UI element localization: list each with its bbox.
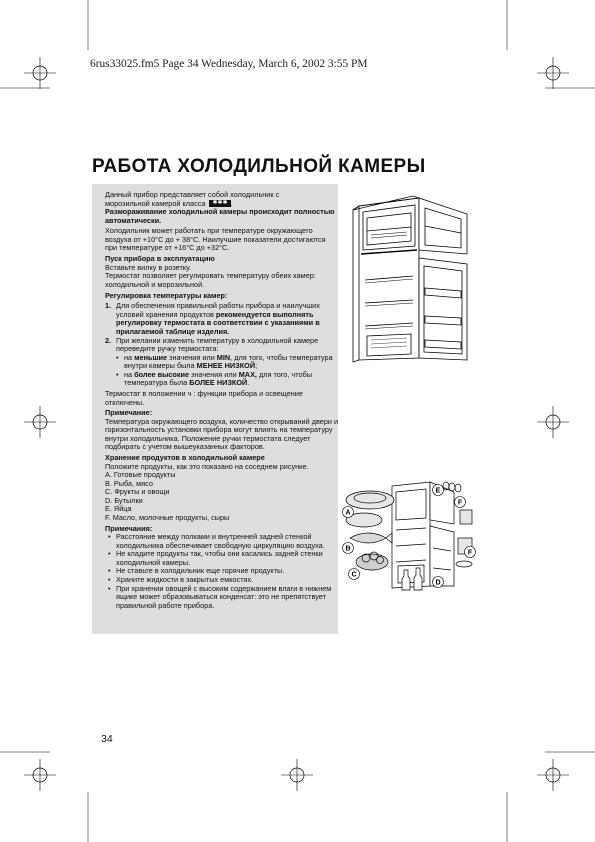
storage-text: Положите продукты, как это показано на соседнем рисунке. bbox=[105, 461, 309, 471]
notes-item: • Храните жидкости в закрытых емкостях. bbox=[108, 575, 254, 585]
print-header: 6rus33025.fm5 Page 34 Wednesday, March 6, 2002 3:55 PM bbox=[90, 58, 368, 70]
figure-label-c: C bbox=[351, 571, 357, 579]
note-text: Температура окружающего воздуха, количество открываний двери и горизонтальность установки прибора могут влиять на температуру внутри холодильника. Положение ручки термостата следует подбирать с учетом вышеуказанных факторов. bbox=[105, 416, 339, 452]
start-line1: Вставьте вилку в розетку. bbox=[105, 262, 192, 272]
sub-bullet-min: • на меньшие значения или MIN, для того, чтобы температура внутри камеры была МЕНЕЕ НИЗКОЙ; bbox=[116, 352, 333, 371]
start-line2: Термостат позволяет регулировать температуру обеих камер: холодильной и морозильной. bbox=[105, 271, 316, 289]
thermostat-off-note: Термостат в положении ч : функции прибора и освещение отключены. bbox=[105, 388, 303, 407]
storage-item: A. Готовые продукты bbox=[105, 470, 176, 480]
instructions-text bbox=[105, 191, 339, 610]
storage-item: B. Рыба, мясо bbox=[105, 478, 153, 488]
figure-label-f: F bbox=[467, 549, 473, 557]
sub-bullet-max: • на более высокие значения или MAX, для того, чтобы температура была БОЛЕЕ НИЗКОЙ. bbox=[116, 369, 312, 388]
fridge-open-doors-illustration bbox=[349, 188, 479, 363]
freezer-class-badge: ✱✱✱ bbox=[209, 200, 230, 207]
figure-label-a: A bbox=[345, 509, 351, 517]
numbered-item-2: 2. При желании изменить температуру в холодильной камере переведите ручку термостата: bbox=[105, 335, 319, 354]
registration-mark-icon bbox=[533, 755, 573, 795]
storage-item: D. Бутылки bbox=[105, 495, 143, 505]
page-title: РАБОТА ХОЛОДИЛЬНОЙ КАМЕРЫ bbox=[92, 156, 426, 177]
notes-item: • Не ставьте в холодильник еще горячие продукты. bbox=[108, 566, 285, 576]
storage-item: E. Яйца bbox=[105, 504, 132, 514]
notes-item: • Расстояние между полками и внутренней задней стенкой холодильника обеспечивает свободную циркуляцию воздуха. bbox=[108, 532, 325, 550]
registration-mark-icon bbox=[20, 755, 60, 795]
figure-label-b: B bbox=[345, 545, 351, 553]
storage-item: C. Фрукты и овощи bbox=[105, 487, 170, 497]
registration-mark-icon bbox=[277, 755, 317, 795]
thermostat-heading: Регулировка температуры камер: bbox=[105, 290, 228, 300]
notes-item: • При хранении овощей с высоким содержанием влаги в нижнем ящике может образовываться конденсат: это не препятствует правильной работе прибора. bbox=[108, 583, 332, 610]
food-storage-illustration bbox=[342, 478, 482, 593]
registration-mark-icon bbox=[533, 53, 573, 93]
intro-paragraph: Данный прибор представляет собой холодильник с морозильной камерой класса ✱✱✱ . bbox=[105, 190, 280, 208]
ambient-paragraph: Холодильник может работать при температуре окружающего воздуха от +10°C до + 38°C. Наилучшие показатели достигаются при температуре от +16°C до +32°C. bbox=[105, 226, 326, 253]
page-number: 34 bbox=[101, 733, 113, 745]
registration-mark-icon bbox=[533, 402, 573, 442]
figure-label-f: F bbox=[457, 499, 463, 507]
numbered-item-1: 1. Для обеспечения правильной работы прибора и наилучших условий хранения продуктов рекомендуется выполнять регулировку термостата в соответствии с указаниями в прилагаемой таблице изделия. bbox=[105, 301, 320, 336]
defrost-note: Размораживание холодильной камеры происходит полностью автоматически. bbox=[105, 207, 335, 225]
notes-item: • Не кладите продукты так, чтобы они касались задней стенки холодильной камеры. bbox=[108, 549, 323, 567]
notes-heading: Примечания: bbox=[105, 523, 153, 533]
storage-heading: Хранение продуктов в холодильной камере bbox=[105, 453, 265, 463]
start-heading: Пуск прибора в эксплуатацию bbox=[105, 254, 215, 264]
registration-mark-icon bbox=[20, 402, 60, 442]
note-heading: Примечание: bbox=[105, 408, 153, 418]
figure-label-d: D bbox=[435, 579, 441, 587]
storage-item: F. Масло, молочные продукты, сыры bbox=[105, 513, 230, 522]
figure-label-e: E bbox=[435, 487, 441, 495]
registration-mark-icon bbox=[20, 53, 60, 93]
